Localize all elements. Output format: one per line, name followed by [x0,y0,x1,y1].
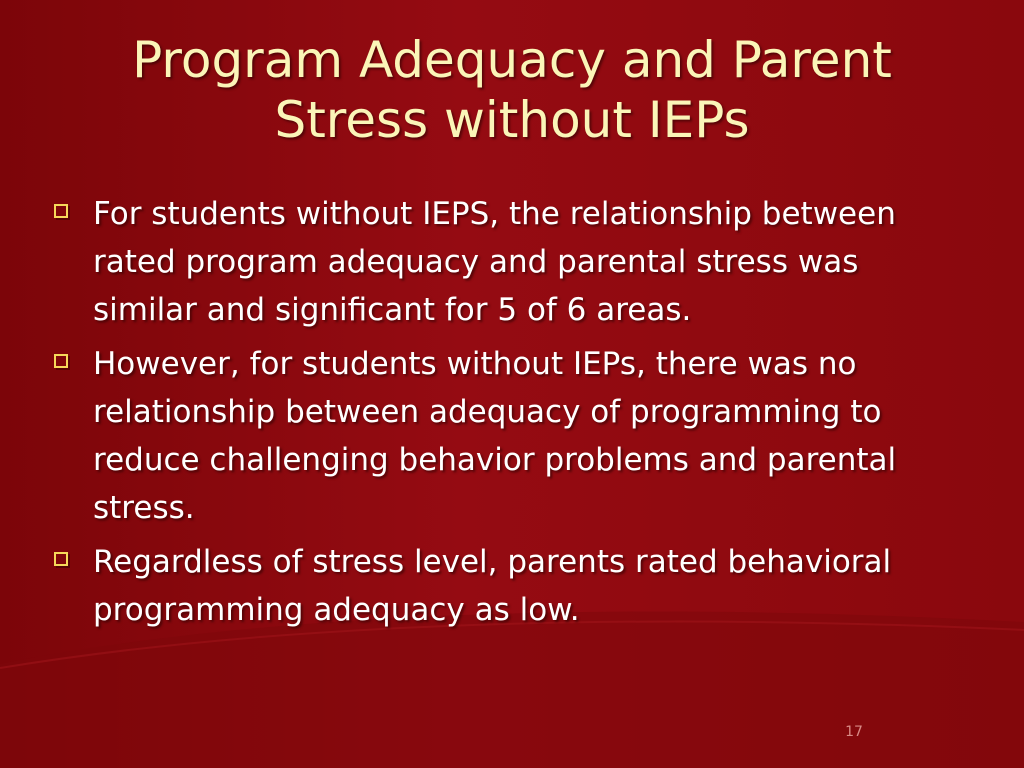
slide-number: 17 [845,724,863,740]
bullet-item [52,538,952,634]
hollow-square-icon [54,552,68,566]
bullet-item [52,340,952,532]
bullet-list [52,190,952,640]
bullet-text: For students without IEPS, the relationship between rated program adequacy and parental stress was similar and significant for 5 of 6 areas. [93,196,896,328]
hollow-square-icon [54,204,68,218]
bullet-text: However, for students without IEPs, there was no relationship between adequacy of programming to reduce challenging behavior problems and parental stress. [93,346,897,526]
hollow-square-icon [54,354,68,368]
slide-title-line-2: Stress without IEPs [274,91,750,149]
slide-title-line-1: Program Adequacy and Parent [132,31,892,89]
bullet-text: Regardless of stress level, parents rated behavioral programming adequacy as low. [93,544,892,628]
bullet-item [52,190,952,334]
slide-title [40,30,984,150]
